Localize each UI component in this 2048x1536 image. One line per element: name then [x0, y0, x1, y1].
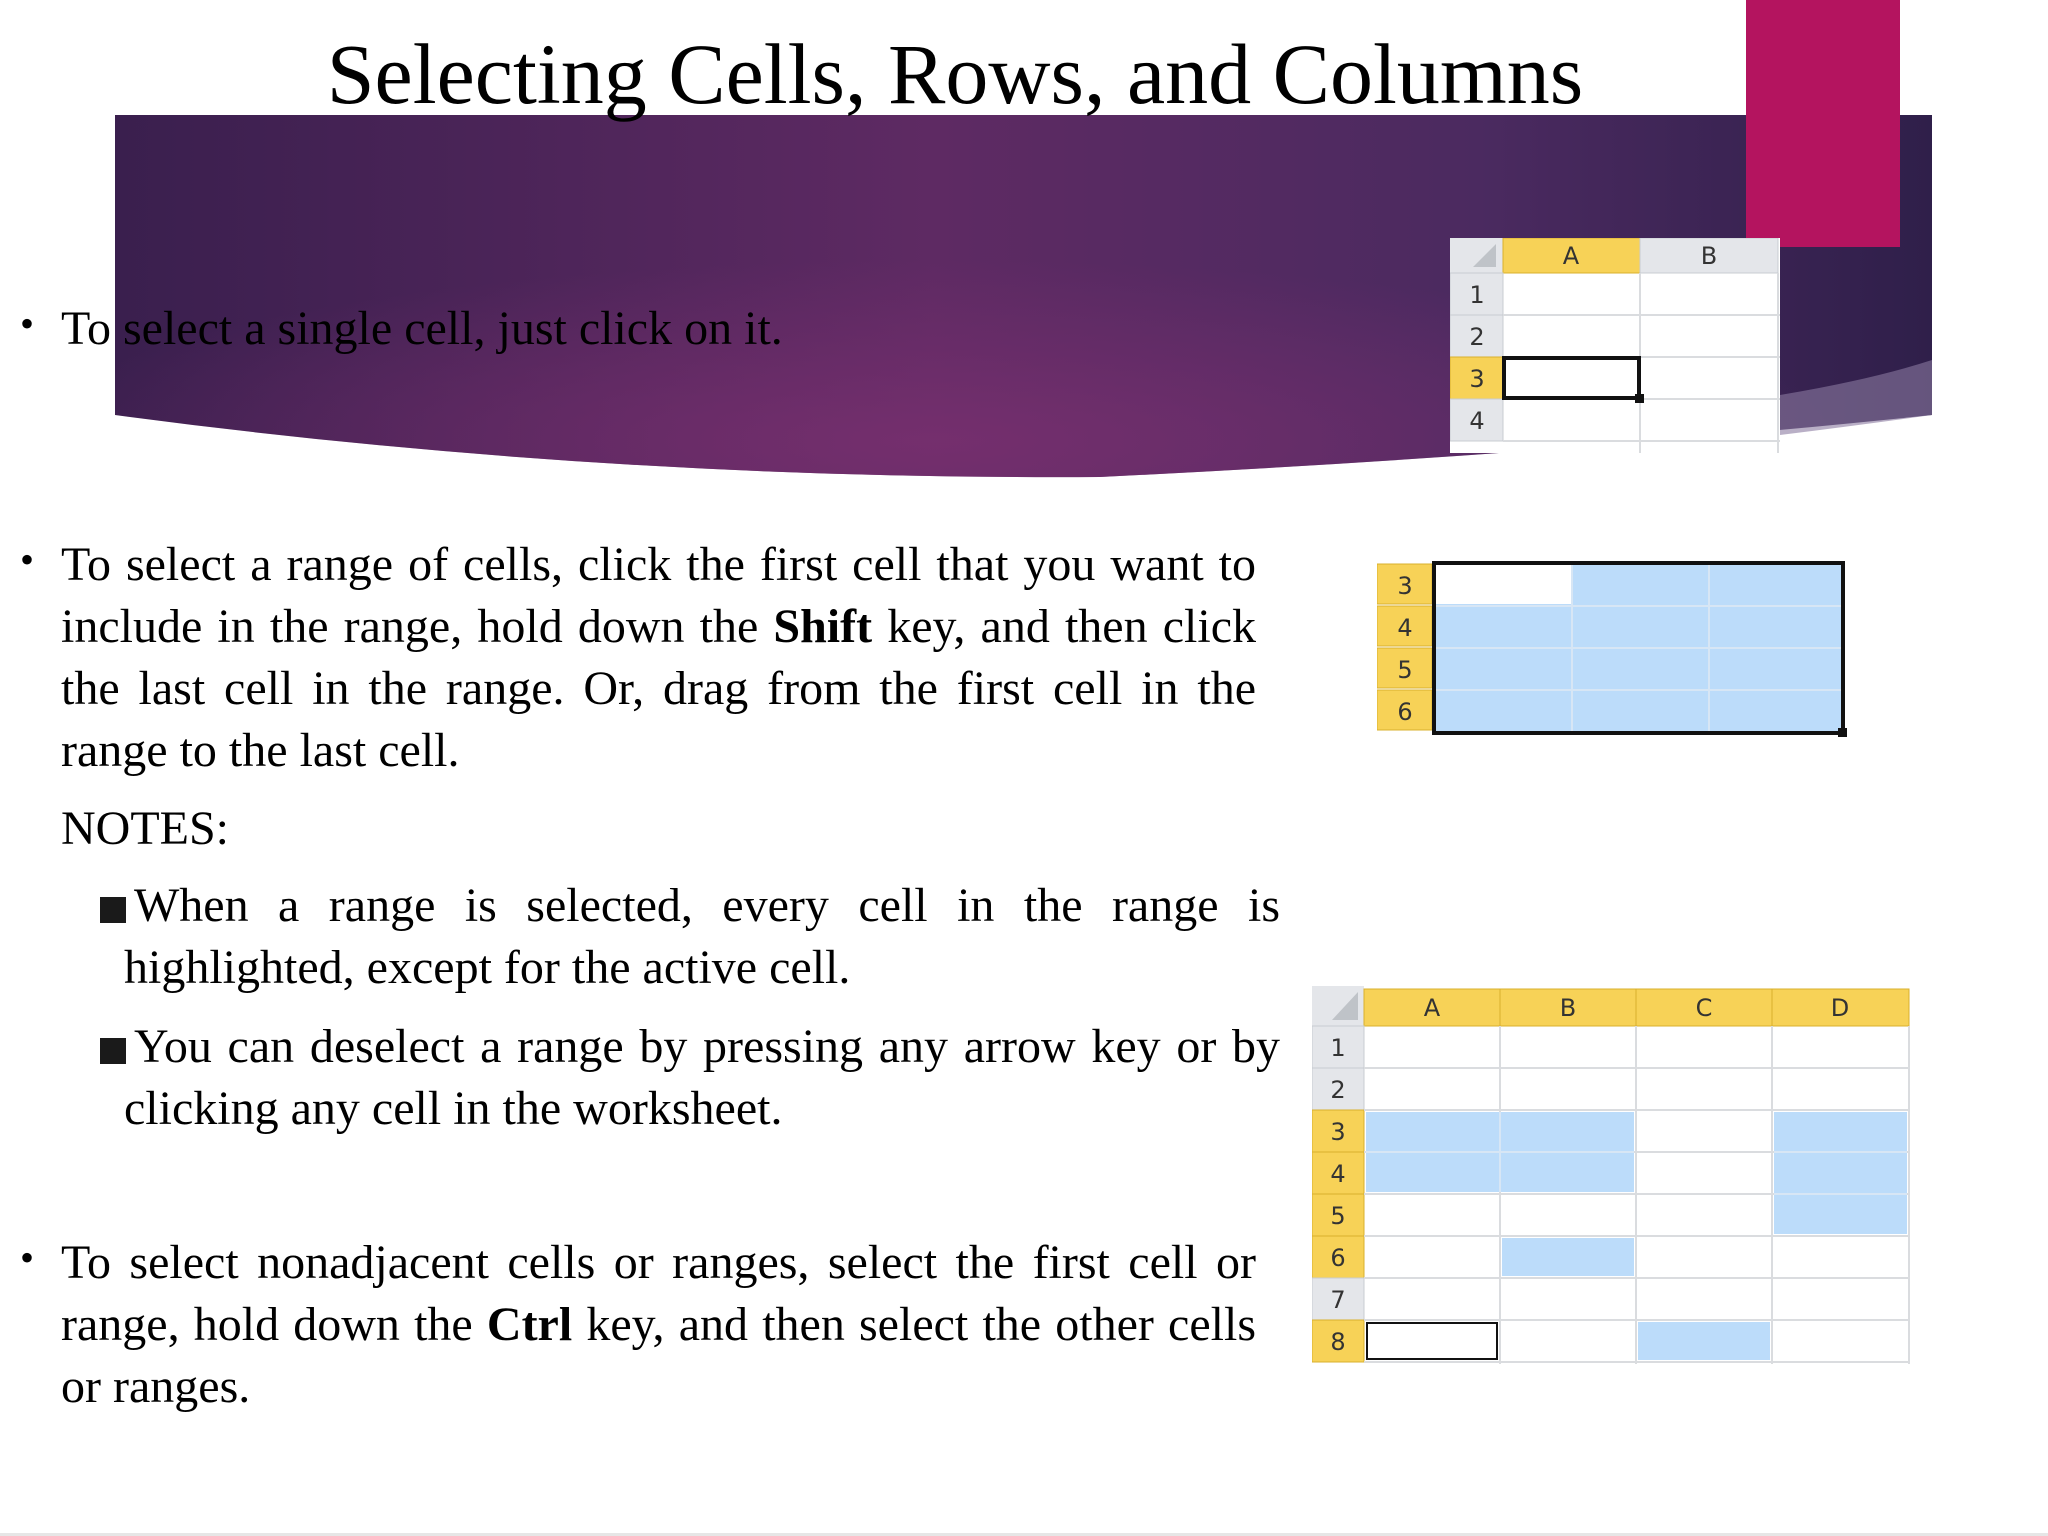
- row-header: 5: [1330, 1202, 1346, 1230]
- bullet-dot: •: [20, 301, 35, 346]
- row-header: 6: [1397, 698, 1413, 726]
- bullet-text-nonadjacent: To select nonadjacent cells or ranges, select the first cell or range, hold down the Ctrl key, and then select the other cells or ranges.: [61, 1236, 1257, 1413]
- col-header: C: [1695, 994, 1713, 1022]
- row-header: 7: [1330, 1286, 1346, 1314]
- square-bullet-icon: [100, 897, 126, 923]
- row-header: 3: [1469, 365, 1485, 393]
- bullet-text-range: To select a range of cells, click the first cell that you want to include in the range, hold down the Shift key, and then click the last cell in the range. Or, drag from the first cell in the range to the last cell.: [61, 538, 1256, 777]
- col-header-b: B: [1700, 242, 1718, 270]
- active-cell: [1367, 1323, 1497, 1359]
- bullet-text-single-cell: To select a single cell, just click on it.: [61, 302, 783, 355]
- selected-cell: [1638, 1322, 1770, 1360]
- row-header: 1: [1330, 1034, 1346, 1062]
- notes-label: NOTES:: [61, 802, 229, 855]
- note-item: You can deselect a range by pressing any arrow key or by clicking any cell in the worksheet.: [100, 1016, 1280, 1140]
- bullet-dot: •: [20, 1235, 35, 1280]
- row-header: 6: [1330, 1244, 1346, 1272]
- col-header: A: [1423, 994, 1441, 1022]
- row-header: 8: [1330, 1328, 1346, 1356]
- col-header-a: A: [1562, 242, 1580, 270]
- row-header: 4: [1397, 614, 1413, 642]
- row-header: 5: [1397, 656, 1413, 684]
- row-header: 3: [1330, 1118, 1346, 1146]
- row-header: 1: [1469, 281, 1485, 309]
- note-item: When a range is selected, every cell in the range is highlighted, except for the active cell.: [100, 875, 1280, 999]
- col-header: D: [1830, 994, 1850, 1022]
- square-bullet-icon: [100, 1038, 126, 1064]
- slide-title: Selecting Cells, Rows, and Columns: [326, 26, 1584, 122]
- bullet-dot: •: [20, 537, 35, 582]
- excel-range-image: [1377, 560, 1847, 742]
- row-header: 2: [1469, 323, 1485, 351]
- row-header: 2: [1330, 1076, 1346, 1104]
- excel-nonadjacent-image: [1312, 986, 1912, 1371]
- excel-single-cell-image: [1450, 238, 1780, 453]
- selected-cell: [1502, 1238, 1634, 1276]
- col-header: B: [1559, 994, 1577, 1022]
- row-header: 3: [1397, 572, 1413, 600]
- row-header: 4: [1469, 407, 1485, 435]
- selected-range: [1774, 1112, 1907, 1234]
- row-header: 4: [1330, 1160, 1346, 1188]
- active-cell: [1435, 564, 1572, 604]
